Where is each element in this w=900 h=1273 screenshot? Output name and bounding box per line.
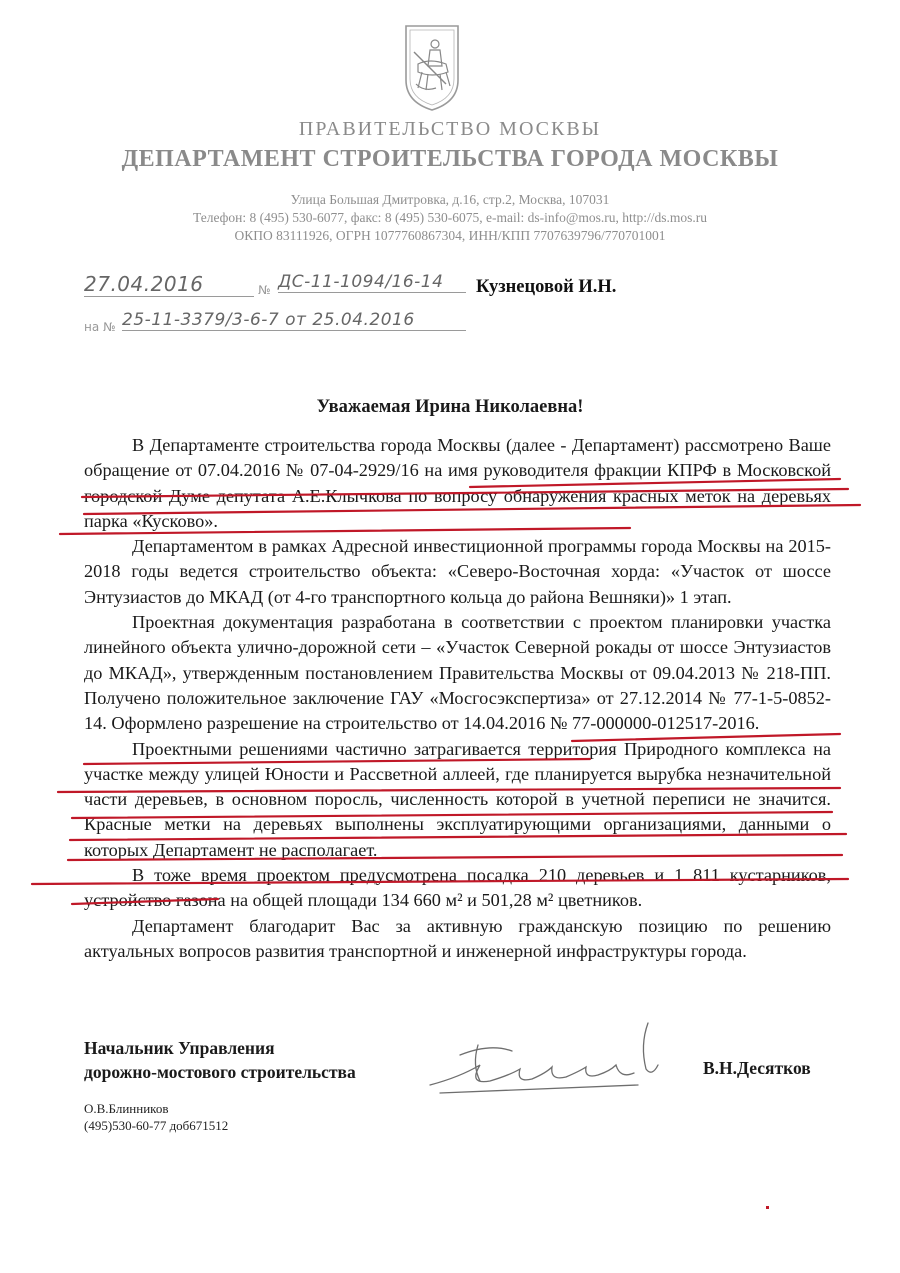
signatory-title-line1: Начальник Управления [84, 1038, 275, 1058]
executor-name: О.В.Блинников [84, 1101, 169, 1116]
signatory-title-line2: дорожно-мостового строительства [84, 1062, 356, 1082]
paragraph-gratitude: Департамент благодарит Вас за активную гражданскую позицию по решению актуальных вопросов развития транспортной и инженерной инфраструктуры города. [84, 915, 831, 961]
paragraph-planting: В тоже время проектом предусмотрена посадка 210 деревьев и 1 811 кустарников, устройство газона на общей площади 134 660 м² и 501,28 м² цветников. [84, 865, 831, 911]
paragraph-appeal: В Департаменте строительства города Москвы (далее - Департамент) рассмотрено Ваше обращение от 07.04.2016 № 07-04-2929/16 на имя руководителя фракции КПРФ в Московской городской Думе депутата А.Е.Клычкова по вопросу обнаружения красных меток на деревьях парка «Кусково». [84, 435, 831, 531]
moscow-coat-of-arms-icon [402, 22, 462, 112]
signatory-name: В.Н.Десятков [703, 1058, 811, 1078]
paragraph-tree-cutting: Проектными решениями частично затрагивается территория Природного комплекса на участке между улицей Юности и Рассветной аллеей, где планируется вырубка незначительной части деревьев, в основном поросль, численность которой в учетной переписи не значится. Красные метки на деревьях выполнены эксплуатирующими организациями, данными о которых Департамент не располагает. [84, 738, 831, 860]
registration-date: 27.04.2016 [84, 272, 254, 297]
red-dot-mark [766, 1206, 769, 1209]
reference-prefix: на № [84, 320, 116, 334]
recipient-name: Кузнецовой И.Н. [476, 277, 617, 297]
paragraph-documentation: Проектная документация разработана в соответствии с проектом планировки участка линейного объекта улично-дорожной сети – «Участок Северной рокады от шоссе Энтузиастов до МКАД», утвержденным постановлением Правительства Москвы от 09.04.2013 № 218-ПП. Получено положительное заключение ГАУ «Мосгосэкспертиза» от 27.12.2014 № 77-1-5-0852-14. Оформлено разрешение на строительство от 14.04.2016 № 77-000000-012517-2016. [84, 612, 831, 734]
department-codes: ОКПО 83111926, ОГРН 1077760867304, ИНН/КПП 7707639796/770701001 [234, 228, 666, 243]
salutation: Уважаемая Ирина Николаевна! [316, 397, 584, 417]
department-address: Улица Большая Дмитровка, д.16, стр.2, Москва, 107031 [290, 192, 610, 207]
registration-number-prefix: № [258, 283, 271, 297]
handwritten-signature [420, 1015, 670, 1105]
signatory-title [84, 1036, 356, 1084]
executor-phone: (495)530-60-77 доб671512 [84, 1118, 229, 1133]
registration-number: ДС-11-1094/16-14 [278, 272, 466, 293]
paragraph-construction: Департаментом в рамках Адресной инвестиционной программы города Москвы на 2015-2018 годы ведется строительство объекта: «Северо-Восточная хорда: «Участок от шоссе Энтузиастов до МКАД (от 4-го транспортного кольца до района Вешняки)» 1 этап. [84, 536, 831, 607]
executor-info [84, 1100, 228, 1134]
department-name: ДЕПАРТАМЕНТ СТРОИТЕЛЬСТВА ГОРОДА МОСКВЫ [121, 146, 779, 172]
reference-number: 25-11-3379/3-6-7 от 25.04.2016 [122, 310, 466, 331]
letter-body [84, 433, 831, 964]
government-name: ПРАВИТЕЛЬСТВО МОСКВЫ [298, 118, 602, 140]
department-contacts: Телефон: 8 (495) 530-6077, факс: 8 (495) 530-6075, e-mail: ds-info@mos.ru, http://ds.mos.ru [193, 210, 707, 225]
